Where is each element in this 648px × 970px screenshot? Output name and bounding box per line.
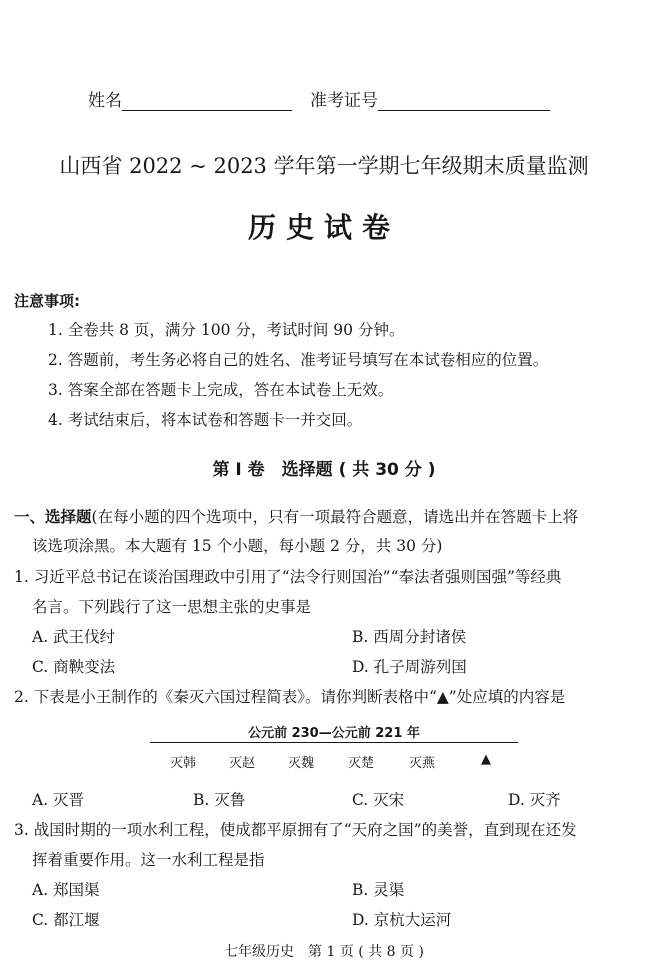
exam-title: 山西省 2022 ~ 2023 学年第一学期七年级期末质量监测 <box>59 154 589 178</box>
question-1-option-a: A. 武王伐纣 <box>32 628 116 646</box>
table-cell: 灭燕 <box>408 756 435 771</box>
question-3-option-d: D. 京杭大运河 <box>352 911 452 929</box>
table-cell: 灭楚 <box>347 756 374 771</box>
question-1-option-b: B. 西周分封诸侯 <box>352 628 467 646</box>
exam-id-blank <box>378 92 550 111</box>
question-3-option-a: A. 郑国渠 <box>32 881 100 899</box>
part-label: 一、选择题 <box>14 508 92 526</box>
question-1-stem-continued: 名言。下列践行了这一思想主张的史事是 <box>32 598 312 616</box>
table-cell: 灭赵 <box>228 756 255 771</box>
notice-item: 1. 全卷共 8 页，满分 100 分，考试时间 90 分钟。 <box>48 321 405 339</box>
triangle-placeholder-icon: ▲ <box>481 752 491 767</box>
exam-id-label: 准考证号 <box>310 91 378 111</box>
question-3-stem-continued: 挥着重要作用。这一水利工程是指 <box>32 851 265 869</box>
candidate-info-row <box>88 86 550 111</box>
notice-item: 2. 答题前，考生务必将自己的姓名、准考证号填写在本试卷相应的位置。 <box>48 351 549 369</box>
question-1-option-d: D. 孔子周游列国 <box>352 658 467 676</box>
part-instruction-text: (在每小题的四个选项中，只有一项最符合题意，请选出并在答题卡上将 <box>91 508 579 526</box>
notice-item: 3. 答案全部在答题卡上完成，答在本试卷上无效。 <box>48 381 394 399</box>
table-title: 公元前 230—公元前 221 年 <box>248 726 420 741</box>
name-blank <box>122 92 292 111</box>
question-2-option-c: C. 灭宋 <box>352 791 405 809</box>
question-1-option-c: C. 商鞅变法 <box>32 658 116 676</box>
table-rule <box>150 742 518 743</box>
page-footer: 七年级历史 第 1 页 ( 共 8 页 ) <box>224 944 424 960</box>
section-title: 第 Ⅰ 卷 选择题 ( 共 30 分 ) <box>212 460 436 480</box>
question-3-option-c: C. 都江堰 <box>32 911 100 929</box>
table-cell: 灭韩 <box>169 756 196 771</box>
subject-title: 历史试卷 <box>247 211 400 244</box>
part-instruction-continued: 该选项涂黑。本大题有 15 个小题，每小题 2 分，共 30 分) <box>32 537 443 555</box>
question-1-stem: 1. 习近平总书记在谈治国理政中引用了“法令行则国治”“奉法者强则国强”等经典 <box>14 568 562 586</box>
question-3-stem: 3. 战国时期的一项水利工程，使成都平原拥有了“天府之国”的美誉，直到现在还发 <box>14 821 577 839</box>
name-label: 姓名 <box>88 91 122 111</box>
question-2-stem: 2. 下表是小王制作的《秦灭六国过程简表》。请你判断表格中“▲”处应填的内容是 <box>14 688 566 706</box>
question-3-option-b: B. 灵渠 <box>352 881 405 899</box>
question-2-option-d: D. 灭齐 <box>508 791 561 809</box>
question-2-option-a: A. 灭晋 <box>32 791 85 809</box>
notice-heading: 注意事项: <box>14 292 80 310</box>
table-cell: 灭魏 <box>287 756 314 771</box>
notice-item: 4. 考试结束后，将本试卷和答题卡一并交回。 <box>48 411 363 429</box>
part-instruction <box>14 505 578 527</box>
question-2-option-b: B. 灭鲁 <box>193 791 246 809</box>
